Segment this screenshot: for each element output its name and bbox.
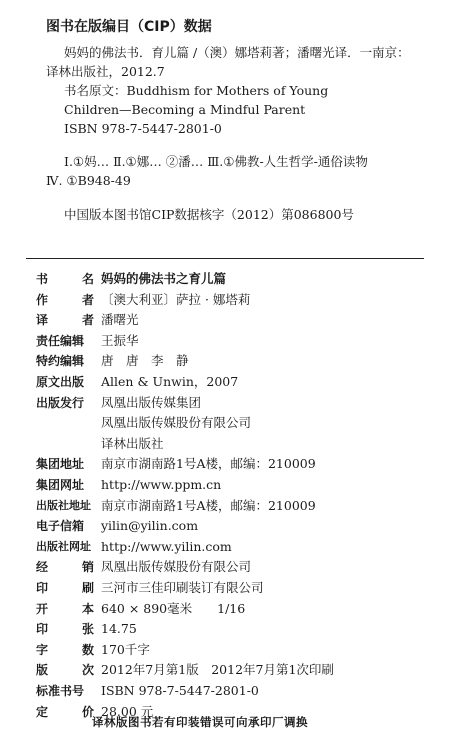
info-label-part: 次: [81, 663, 94, 678]
info-value: Allen & Unwin，2007: [101, 374, 239, 389]
info-value: 170千字: [101, 641, 150, 657]
info-label: [36, 352, 94, 370]
info-value: 凤凰出版传媒股份有限公司: [101, 415, 252, 431]
cip-line-original-title: 书名原文：Buddhism for Mothers of Young: [64, 83, 329, 98]
info-label-part: 出版社网址: [36, 539, 91, 553]
info-value: 14.75: [101, 621, 137, 637]
info-label: [36, 455, 94, 473]
info-value: ISBN 978-7-5447-2801-0: [101, 683, 259, 698]
info-value: 王振华: [101, 332, 139, 348]
info-value: yilin@yilin.com: [101, 518, 199, 534]
info-label-part: 电子信箱: [36, 519, 85, 534]
footer-notice: 译林版图书若有印装错误可向承印厂调换: [92, 715, 308, 729]
info-label: [36, 497, 94, 515]
info-value: 凤凰出版传媒股份有限公司: [101, 559, 252, 575]
info-label: [36, 394, 94, 412]
info-label: [36, 291, 94, 309]
info-label: [36, 311, 94, 329]
info-label: [36, 620, 94, 638]
info-label-part: 本: [81, 601, 94, 616]
cip-line-isbn: ISBN 978-7-5447-2801-0: [64, 121, 222, 136]
info-label-part: 字: [36, 642, 49, 657]
info-value: http://www.ppm.cn: [101, 477, 222, 492]
info-label-part: 书: [36, 272, 49, 286]
info-label-part: 张: [81, 622, 94, 637]
info-label: [36, 661, 94, 679]
info-label: [36, 682, 94, 700]
info-label-part: 译: [36, 313, 49, 328]
info-label-part: 经: [36, 560, 49, 575]
info-label-part: 印: [36, 581, 49, 595]
cip-title: 图书在版编目（CIP）数据: [46, 19, 212, 35]
divider-line: [26, 258, 424, 259]
info-value: 28.00 元: [101, 703, 154, 719]
info-value: 凤凰出版传媒集团: [101, 394, 202, 410]
info-label-part: 作: [36, 292, 49, 307]
info-label: [36, 600, 94, 618]
info-label-part: 责任编辑: [36, 333, 85, 348]
info-value: 南京市湖南路1号A楼，邮编：210009: [101, 456, 316, 472]
info-label-part: 价: [81, 704, 94, 719]
cip-line-original-subtitle: Children—Becoming a Mindful Parent: [64, 102, 306, 117]
info-label: [36, 538, 94, 556]
info-label-part: 出版发行: [36, 395, 85, 410]
info-label: [36, 270, 94, 288]
info-value: 潘曙光: [101, 312, 139, 328]
info-label-part: 集团网址: [36, 478, 85, 492]
info-value: 〔澳大利亚〕萨拉 · 娜塔莉: [101, 291, 251, 307]
cip-line-classification-cont: Ⅳ. ①B948-49: [46, 173, 131, 188]
info-label-part: 出版社地址: [36, 498, 91, 512]
info-label: [36, 641, 94, 659]
info-label-part: 集团地址: [36, 457, 85, 472]
info-label-part: 者: [81, 292, 94, 307]
info-label-part: 数: [81, 642, 94, 657]
info-label-part: 定: [36, 704, 49, 719]
info-label: [36, 558, 94, 576]
info-label-part: 印: [36, 622, 49, 637]
cip-data-number: 中国版本图书馆CIP数据核字（2012）第086800号: [64, 207, 354, 222]
info-value: 2012年7月第1版 2012年7月第1次印刷: [101, 662, 334, 678]
info-label: [36, 579, 94, 597]
info-label: [36, 703, 94, 721]
info-value: http://www.yilin.com: [101, 538, 232, 554]
info-label-part: 版: [36, 663, 49, 678]
info-label-part: 者: [81, 313, 94, 328]
cip-line-classification: Ⅰ.①妈… Ⅱ.①娜… ②潘… Ⅲ.①佛教-人生哲学-通俗读物: [64, 154, 368, 169]
info-label: [36, 332, 94, 350]
info-value: 南京市湖南路1号A楼，邮编：210009: [101, 497, 316, 513]
info-label-part: 特约编辑: [36, 354, 85, 369]
info-label-part: 刷: [81, 581, 94, 595]
cip-line-publisher: 译林出版社，2012.7: [46, 64, 165, 79]
info-label: [36, 476, 94, 494]
info-label: [36, 517, 94, 535]
info-label-part: 开: [36, 601, 49, 616]
info-label-part: 原文出版: [36, 375, 85, 389]
info-value: 640 × 890毫米 1/16: [101, 600, 246, 616]
info-label: [36, 373, 94, 391]
cip-line-citation: 妈妈的佛法书．育儿篇 /（澳）娜塔莉著；潘曙光译．一南京：: [64, 45, 410, 60]
info-label-part: 名: [81, 272, 94, 286]
info-value: 三河市三佳印刷装订有限公司: [101, 580, 264, 595]
info-label-part: 标准书号: [36, 684, 85, 698]
info-label-part: 销: [81, 560, 94, 575]
info-value: 译林出版社: [101, 435, 164, 451]
info-value: 妈妈的佛法书之育儿篇: [101, 271, 227, 286]
info-value: 唐 唐 李 静: [101, 353, 189, 369]
